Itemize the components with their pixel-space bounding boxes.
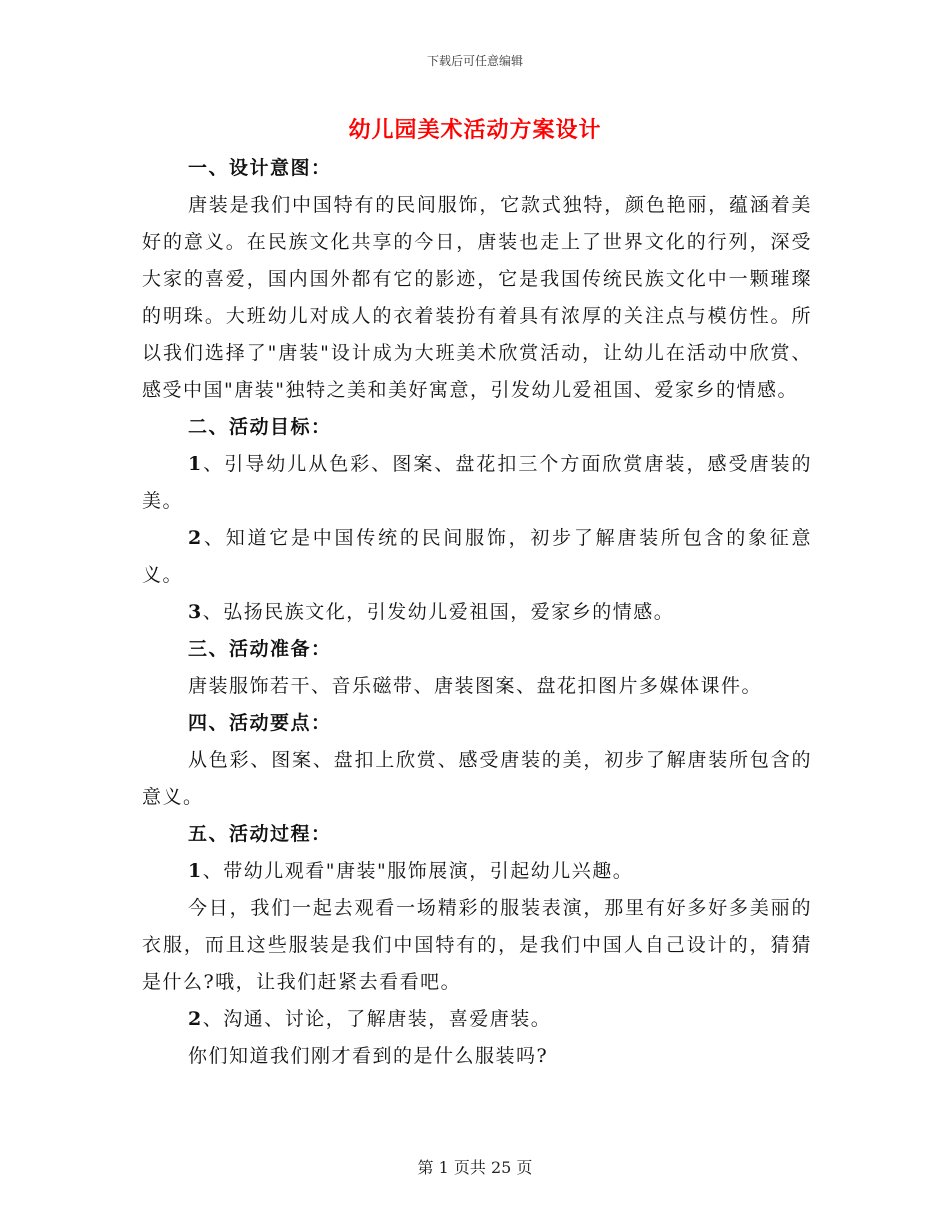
goal-item-3 xyxy=(142,594,812,631)
document-title: 幼儿园美术活动方案设计 xyxy=(348,117,602,143)
header-note: 下载后可任意编辑 xyxy=(426,54,523,68)
step-number: 1 xyxy=(188,860,203,882)
process-step-1 xyxy=(142,853,812,890)
goal-item-2 xyxy=(142,520,812,594)
section-heading-preparation: 三、活动准备： xyxy=(188,638,332,660)
section-heading-design-intent: 一、设计意图： xyxy=(188,157,332,179)
goal-number: 3 xyxy=(188,601,203,623)
goal-text: 、知道它是中国传统的民间服饰，初步了解唐装所包含的象征意义。 xyxy=(142,527,812,586)
paragraph-process-2: 你们知道我们刚才看到的是什么服装吗? xyxy=(188,1045,549,1067)
document-body xyxy=(142,150,812,1075)
step-text: 、带幼儿观看"唐装"服饰展演，引起幼儿兴趣。 xyxy=(202,860,634,882)
goal-text: 、引导幼儿从色彩、图案、盘花扣三个方面欣赏唐装，感受唐装的美。 xyxy=(142,453,812,512)
paragraph-process-1: 今日，我们一起去观看一场精彩的服装表演，那里有好多好多美丽的衣服，而且这些服装是我们中国特有的，是我们中国人自己设计的，猜猜是什么?哦，让我们赶紧去看看吧。 xyxy=(142,897,812,993)
goal-number: 1 xyxy=(188,453,203,475)
goal-number: 2 xyxy=(188,527,203,549)
step-text: 、沟通、讨论，了解唐装，喜爱唐装。 xyxy=(202,1008,552,1030)
process-step-2 xyxy=(142,1001,812,1038)
goal-item-1 xyxy=(142,446,812,520)
section-heading-key-points: 四、活动要点： xyxy=(188,712,332,734)
page-footer: 第 1 页共 25 页 xyxy=(417,1158,533,1177)
paragraph-preparation: 唐装服饰若干、音乐磁带、唐装图案、盘花扣图片多媒体课件。 xyxy=(188,675,763,697)
section-heading-goals: 二、活动目标： xyxy=(188,416,332,438)
paragraph-key-points: 从色彩、图案、盘扣上欣赏、感受唐装的美，初步了解唐装所包含的意义。 xyxy=(142,749,812,808)
paragraph-design-intent: 唐装是我们中国特有的民间服饰，它款式独特，颜色艳丽，蕴涵着美好的意义。在民族文化共享的今日，唐装也走上了世界文化的行列，深受大家的喜爱，国内国外都有它的影迹，它是我国传统民族文化中一颗璀璨的明珠。大班幼儿对成人的衣着装扮有着具有浓厚的关注点与模仿性。所以我们选择了"唐装"设计成为大班美术欣赏活动，让幼儿在活动中欣赏、感受中国"唐装"独特之美和美好寓意，引发幼儿爱祖国、爱家乡的情感。 xyxy=(142,194,812,401)
step-number: 2 xyxy=(188,1008,203,1030)
goal-text: 、弘扬民族文化，引发幼儿爱祖国，爱家乡的情感。 xyxy=(202,601,675,623)
section-heading-process: 五、活动过程： xyxy=(188,823,332,845)
